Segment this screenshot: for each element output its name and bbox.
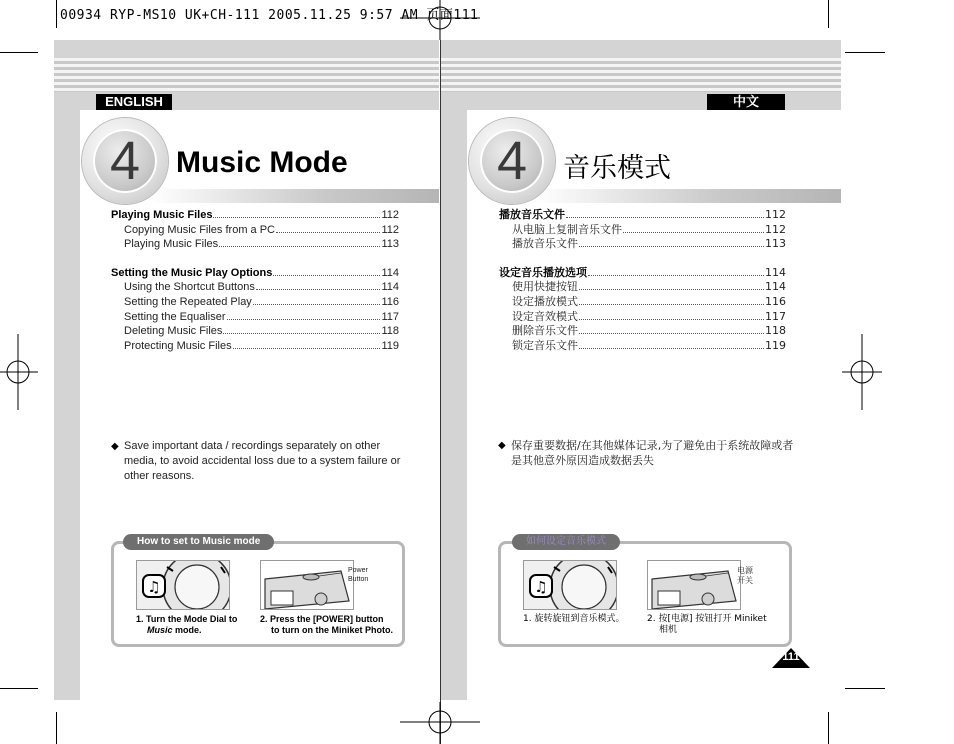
toc-row	[124, 280, 399, 294]
toc-row	[512, 280, 786, 294]
power-button-label: Power Button	[348, 567, 369, 583]
toc-row	[512, 324, 786, 338]
mode-dial-illustration	[136, 560, 230, 610]
svg-text:♫: ♫	[534, 578, 548, 596]
page-title: Music Mode	[176, 146, 348, 179]
toc-label: Using the Shortcut Buttons	[124, 281, 255, 294]
step-2-cn: 2. 按[电源] 按钮打开 Miniket 相机	[647, 614, 767, 635]
toc-leader	[219, 237, 380, 247]
how-to-title-cn: 如何设定音乐模式	[512, 534, 620, 550]
print-header: 00934 RYP-MS10 UK+CH-111 2005.11.25 9:57 AM 页面111	[60, 8, 479, 23]
toc-row	[512, 223, 786, 237]
toc-row	[499, 208, 786, 222]
chapter-number-cn: 4	[480, 129, 544, 193]
toc-label: 使用快捷按钮	[512, 280, 578, 294]
toc-label: 从电脑上复制音乐文件	[512, 222, 622, 236]
chapter-circle	[82, 118, 168, 204]
toc-leader	[223, 324, 380, 334]
toc-label: 播放音乐文件	[512, 237, 578, 251]
toc-page: 118	[765, 324, 786, 338]
toc-label: 锁定音乐文件	[512, 338, 578, 352]
toc-row	[111, 208, 399, 222]
language-badge-cn: 中文	[707, 94, 785, 110]
title-bar-cn	[536, 189, 841, 203]
toc-page: 117	[765, 309, 786, 323]
toc-row	[124, 310, 399, 324]
toc-leader	[273, 266, 380, 276]
how-to-box	[111, 541, 405, 647]
toc-leader	[579, 310, 764, 320]
toc-page: 116	[381, 296, 399, 308]
note-text: Save important data / recordings separately on other media, to avoid accidental loss due to a system failure or other reasons.	[124, 440, 401, 482]
toc-label: 设定音乐播放选项	[499, 265, 587, 279]
toc-page: 116	[765, 295, 786, 308]
toc-leader	[579, 295, 764, 305]
power-button-label-cn: 电源开关	[737, 566, 753, 585]
note-text-cn: 保存重要数据/在其他媒体记录,为了避免由于系统故障或者是其他意外原因造成数据丢失	[511, 439, 794, 467]
power-button-illustration	[260, 560, 354, 610]
toc-label: Playing Music Files	[124, 238, 219, 251]
toc-leader	[213, 208, 380, 218]
toc-leader	[566, 208, 764, 218]
power-button-illustration-cn	[647, 560, 741, 610]
toc-row	[124, 295, 399, 309]
how-to-title: How to set to Music mode	[123, 534, 274, 550]
toc-page: 114	[765, 265, 786, 279]
toc-page: 118	[381, 325, 399, 338]
toc-leader	[579, 324, 764, 334]
toc-page: 113	[381, 238, 399, 251]
right-stripes	[441, 58, 841, 92]
toc-row	[499, 266, 786, 280]
how-to-box-cn	[498, 541, 792, 647]
toc-leader	[253, 295, 381, 305]
page-number: 111	[782, 651, 800, 663]
toc-row	[512, 339, 786, 353]
toc-page: 119	[765, 338, 786, 352]
step-1-cn: 1. 旋转旋钮到音乐模式。	[523, 614, 625, 624]
toc-row	[124, 324, 399, 338]
chapter-number: 4	[93, 129, 157, 193]
toc-label: 播放音乐文件	[499, 208, 565, 221]
toc-leader	[276, 223, 380, 233]
toc-page: 117	[381, 310, 399, 323]
bullet-diamond-icon: ◆	[111, 441, 119, 452]
toc-label: Setting the Repeated Play	[124, 296, 252, 308]
toc-label: Setting the Music Play Options	[111, 266, 273, 279]
language-badge: ENGLISH	[96, 94, 172, 110]
toc-page: 112	[765, 208, 786, 221]
toc-label: Deleting Music Files	[124, 325, 223, 338]
toc-row	[512, 310, 786, 324]
toc-leader	[579, 339, 764, 349]
toc-row	[124, 339, 399, 353]
toc-label: Copying Music Files from a PC	[124, 223, 275, 236]
toc-page: 112	[381, 209, 399, 221]
toc-page: 114	[765, 280, 786, 294]
step-1: 1. Turn the Mode Dial to Music mode.	[136, 614, 238, 635]
toc-label: 设定播放模式	[512, 295, 578, 308]
svg-text:♫: ♫	[147, 578, 161, 596]
toc-page: 119	[381, 339, 399, 352]
step-2: 2. Press the [POWER] button to turn on the Miniket Photo.	[260, 614, 393, 635]
toc-label: Playing Music Files	[111, 209, 213, 221]
toc-page: 112	[765, 222, 786, 236]
toc-leader	[623, 223, 764, 233]
left-stripes	[54, 58, 439, 92]
toc-page: 114	[381, 281, 399, 294]
toc-label: Protecting Music Files	[124, 339, 232, 352]
mode-dial-icon	[137, 561, 229, 609]
toc-label: 设定音效模式	[512, 309, 578, 323]
toc-leader	[233, 339, 381, 349]
toc-leader	[227, 310, 381, 320]
toc-row	[124, 237, 399, 251]
toc-leader	[579, 280, 764, 290]
bullet-diamond-icon: ◆	[498, 440, 506, 451]
toc-page: 112	[381, 223, 399, 236]
toc-label: Setting the Equaliser	[124, 310, 226, 323]
page-title-cn: 音乐模式	[563, 153, 671, 184]
toc-leader	[588, 266, 764, 276]
toc-row	[512, 237, 786, 251]
toc-row	[512, 295, 786, 309]
toc-page: 114	[381, 266, 399, 279]
toc-label: 删除音乐文件	[512, 324, 578, 338]
mode-dial-illustration-cn	[523, 560, 617, 610]
chapter-circle-cn	[469, 118, 555, 204]
toc-page: 113	[765, 237, 786, 251]
mode-dial-icon	[524, 561, 616, 609]
toc-row	[111, 266, 399, 280]
toc-leader	[579, 237, 764, 247]
toc-row	[124, 223, 399, 237]
title-bar	[150, 189, 439, 203]
toc-leader	[256, 280, 381, 290]
